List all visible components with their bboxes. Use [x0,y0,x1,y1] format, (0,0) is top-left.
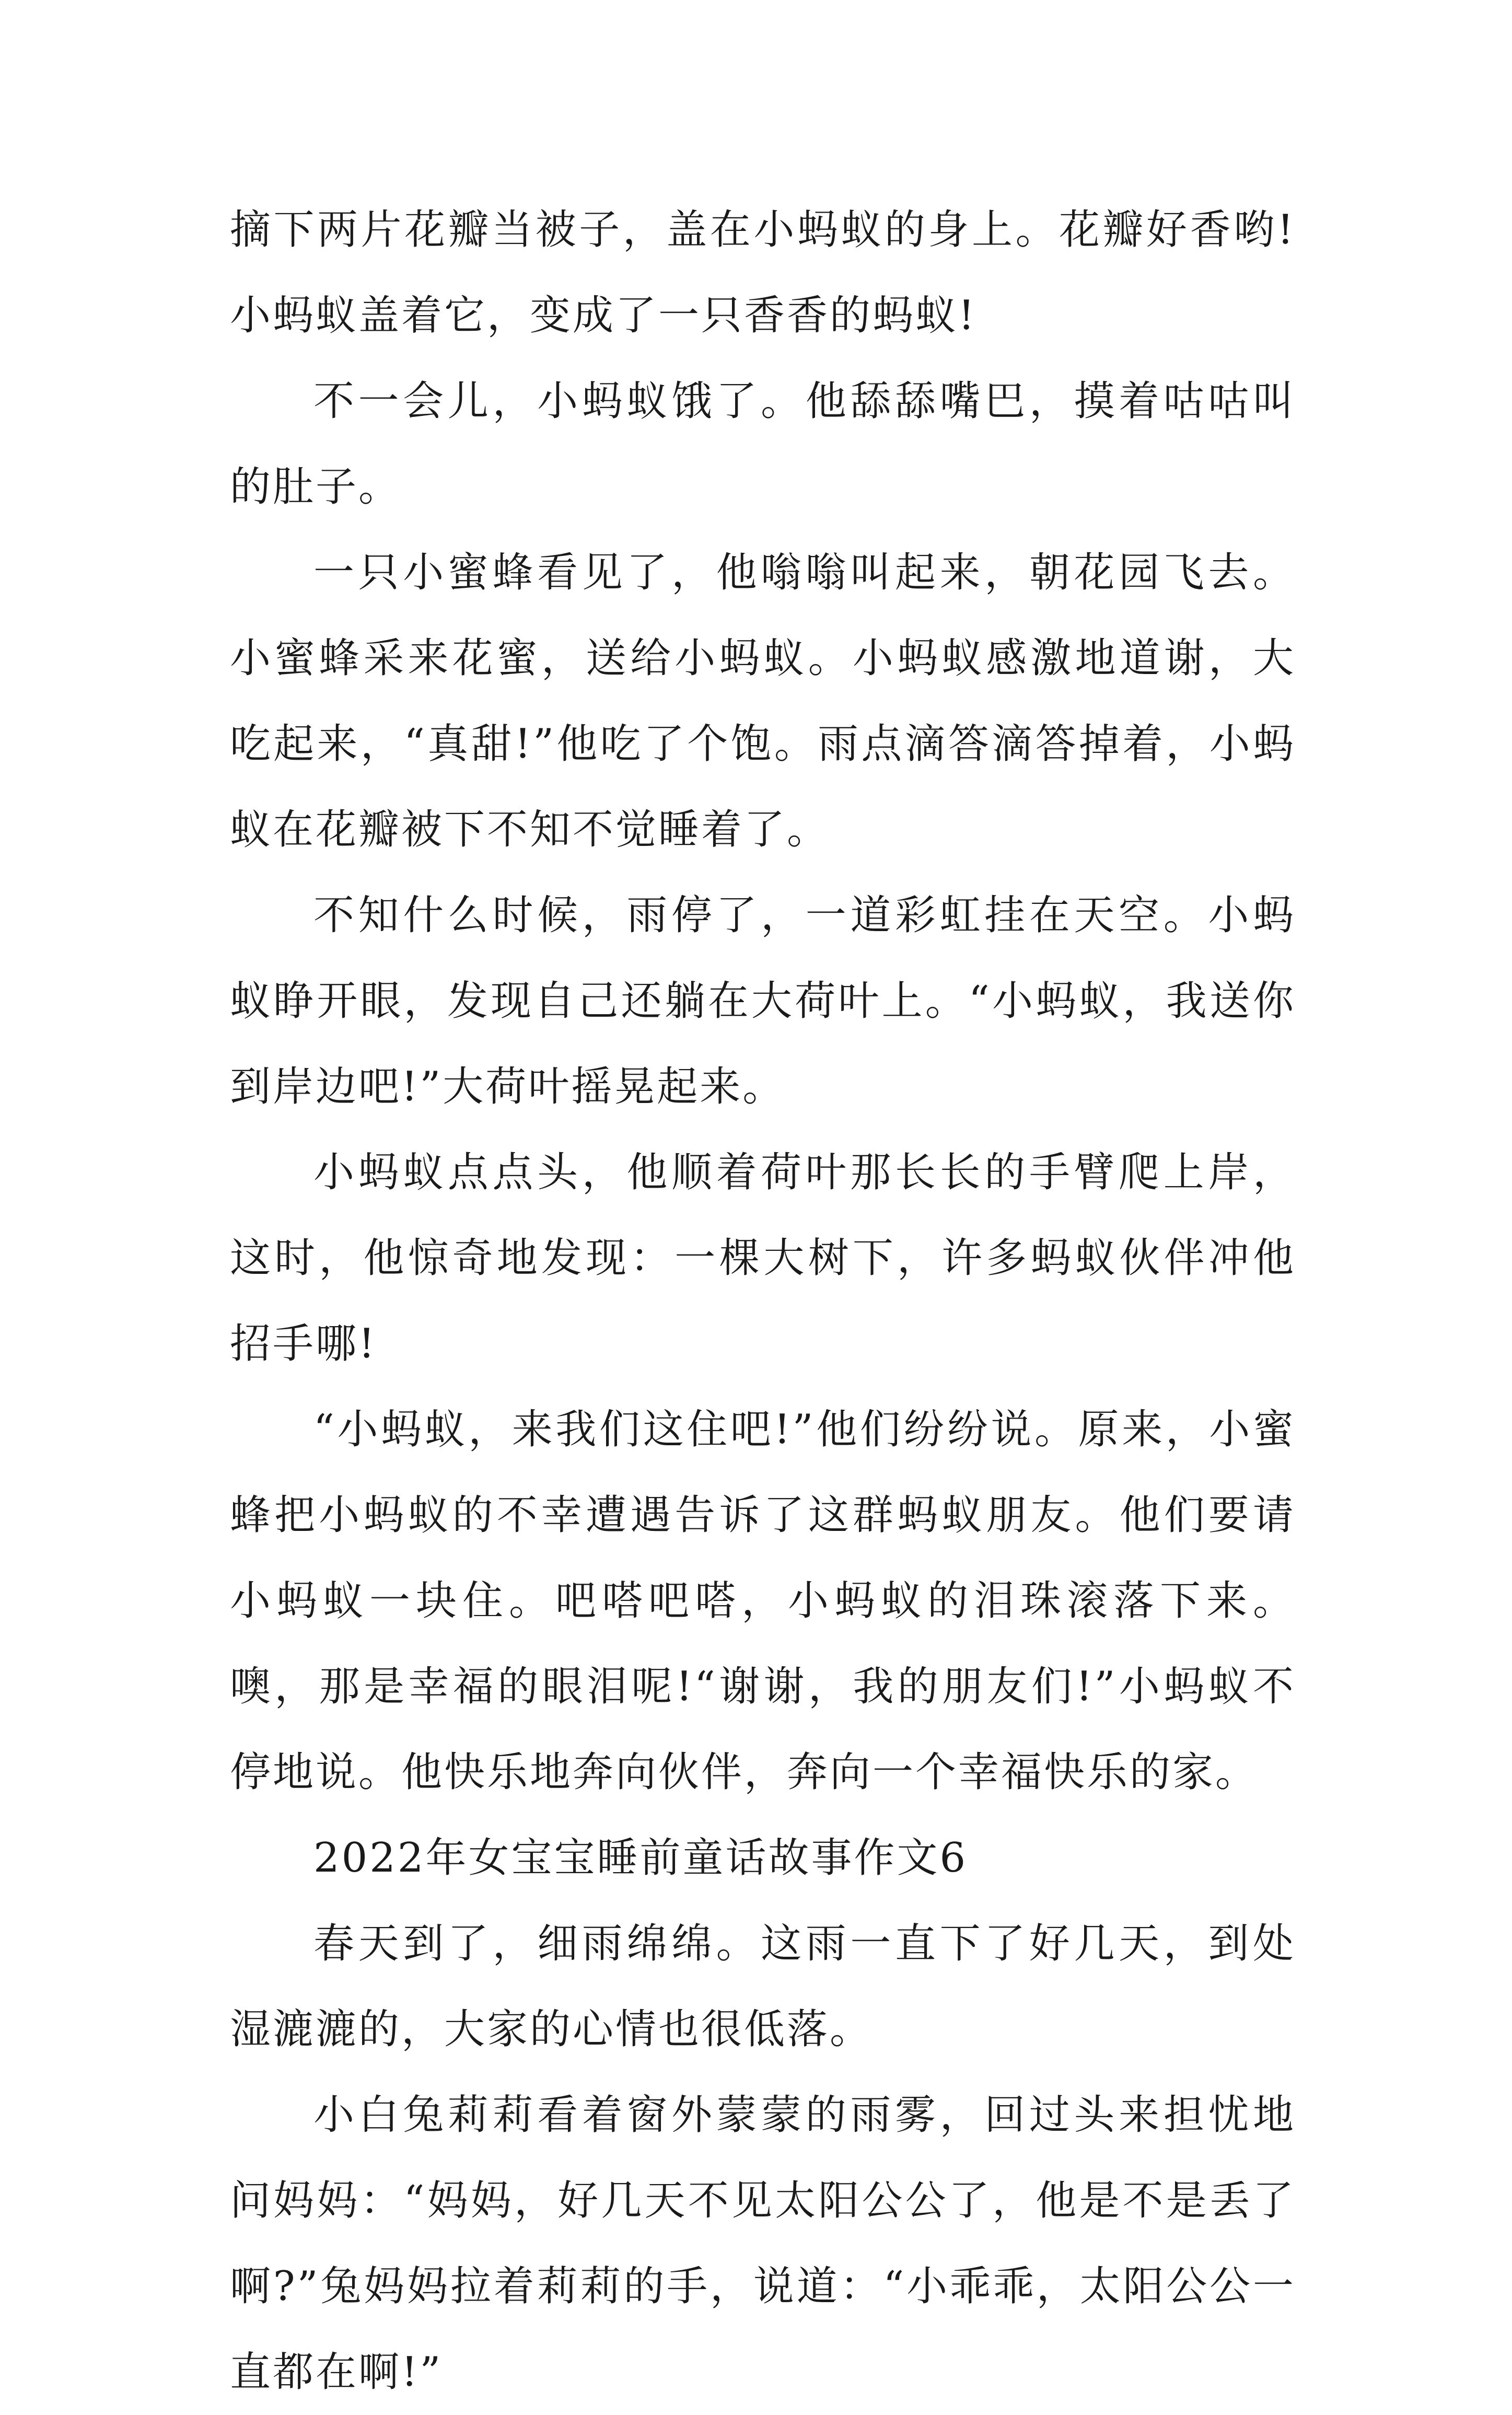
paragraph-lily: 小白兔莉莉看着窗外蒙蒙的雨雾，回过头来担忧地问妈妈：“妈妈，好几天不见太阳公公了，他是不是丢了啊?”兔妈妈拉着莉莉的手，说道：“小乖乖，太阳公公一直都在啊!” [230,2092,1296,2396]
paragraph-spring: 春天到了，细雨绵绵。这雨一直下了好几天，到处湿漉漉的，大家的心情也很低落。 [230,1920,1296,2053]
paragraph-friends: “小蚂蚁，来我们这住吧!”他们纷纷说。原来，小蜜蜂把小蚂蚁的不幸遭遇告诉了这群蚂蚁朋友。他们要请小蚂蚁一块住。吧嗒吧嗒，小蚂蚁的泪珠滚落下来。噢，那是幸福的眼泪呢!“谢谢，我的朋友们!”小蚂蚁不停地说。他快乐地奔向伙伴，奔向一个幸福快乐的家。 [230,1406,1296,1796]
paragraph-shore: 小蚂蚁点点头，他顺着荷叶那长长的手臂爬上岸，这时，他惊奇地发现：一棵大树下，许多蚂蚁伙伴冲他招手哪! [230,1149,1296,1367]
story-text [230,187,1296,2415]
story-heading: 2022年女宝宝睡前童话故事作文6 [313,1835,968,1882]
paragraph-rainbow: 不知什么时候，雨停了，一道彩虹挂在天空。小蚂蚁睁开眼，发现自己还躺在大荷叶上。“小蚂蚁，我送你到岸边吧!”大荷叶摇晃起来。 [230,892,1296,1110]
paragraph-hungry: 不一会儿，小蚂蚁饿了。他舔舔嘴巴，摸着咕咕叫的肚子。 [230,378,1296,510]
paragraph-bee: 一只小蜜蜂看见了，他嗡嗡叫起来，朝花园飞去。小蜜蜂采来花蜜，送给小蚂蚁。小蚂蚁感激地道谢，大吃起来，“真甜!”他吃了个饱。雨点滴答滴答掉着，小蚂蚁在花瓣被下不知不觉睡着了。 [230,549,1296,853]
paragraph-continuation: 摘下两片花瓣当被子，盖在小蚂蚁的身上。花瓣好香哟!小蚂蚁盖着它，变成了一只香香的蚂蚁! [230,206,1296,339]
